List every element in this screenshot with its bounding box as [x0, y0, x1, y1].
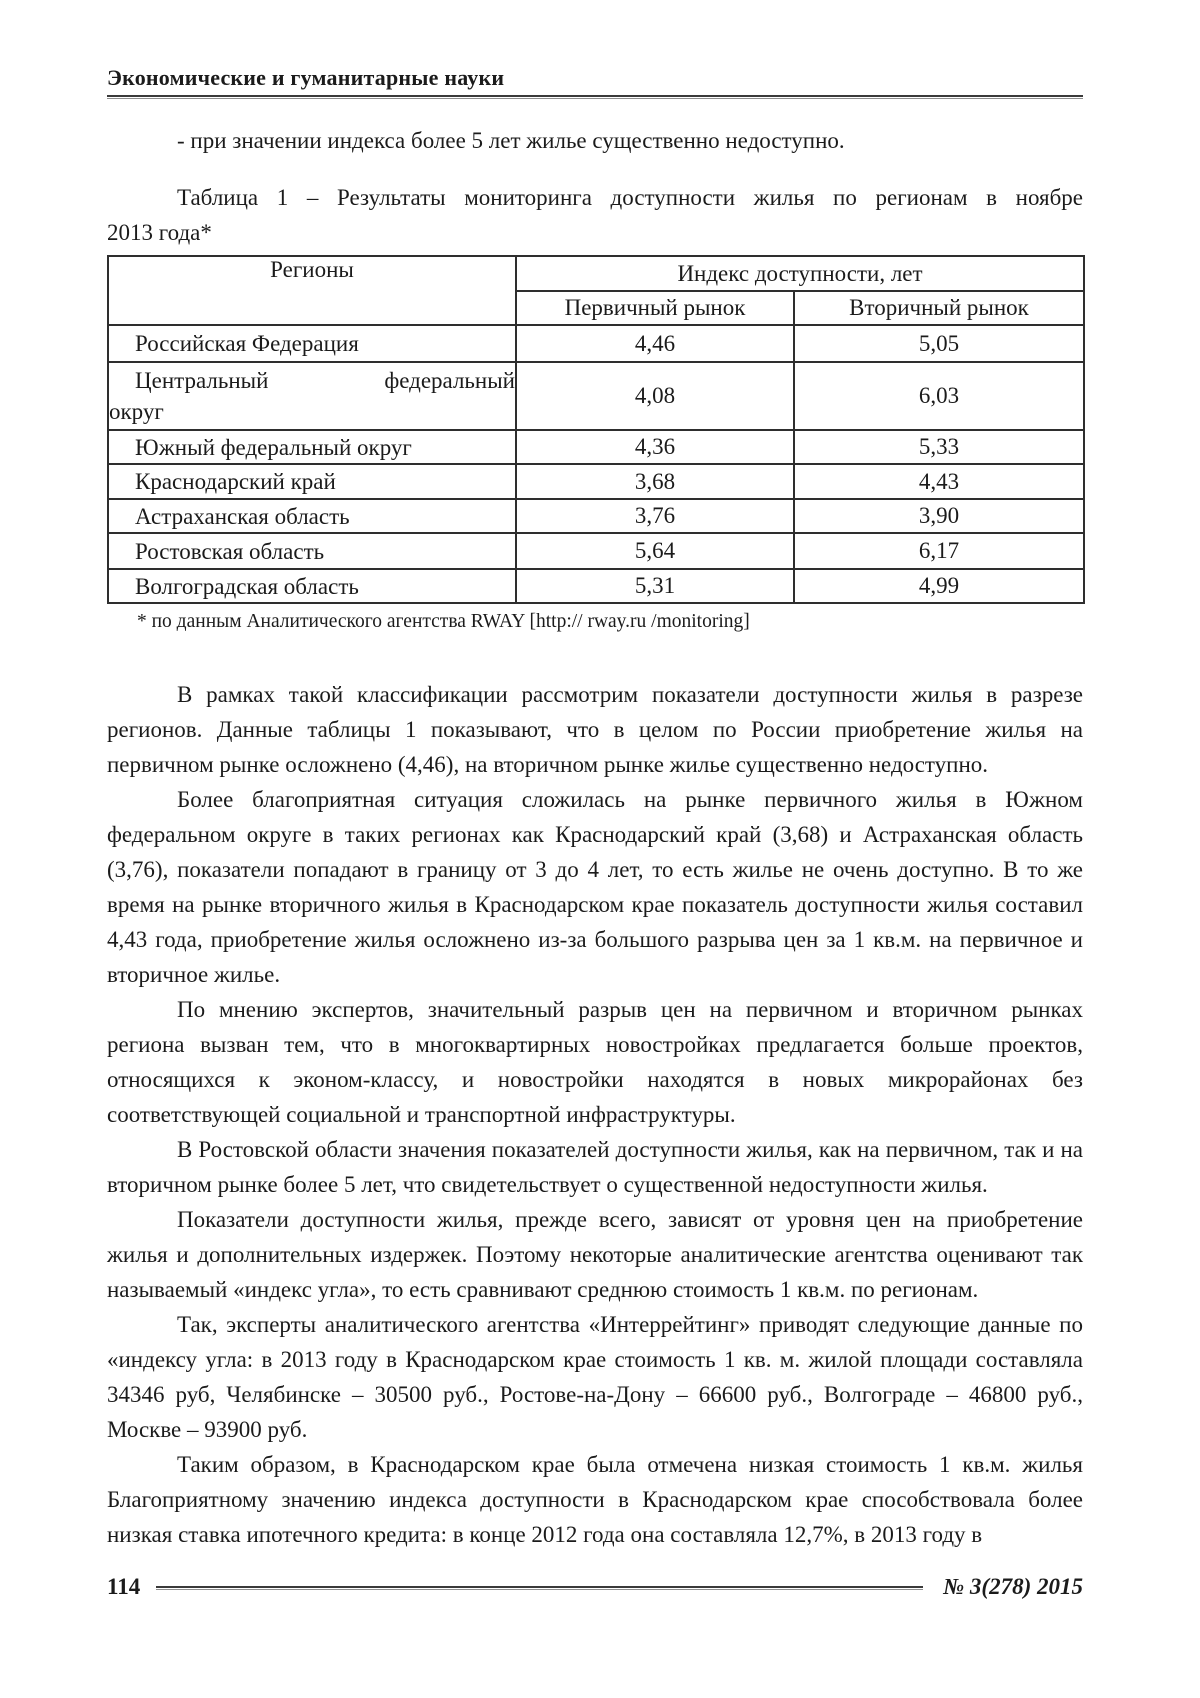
page-footer	[107, 1574, 1083, 1600]
primary-value-cell: 4,36	[516, 430, 794, 464]
primary-value-cell: 5,31	[516, 569, 794, 603]
table-row	[108, 499, 1084, 533]
secondary-value-cell: 4,99	[794, 569, 1084, 603]
table-row	[108, 430, 1084, 464]
body-paragraph: В Ростовской области значения показателей доступности жилья, как на первичном, так и на вторичном рынке более 5 лет, что свидетельствует о существенной недоступности жилья.	[107, 1137, 1083, 1197]
primary-value-cell: 4,46	[516, 325, 794, 362]
table-caption	[107, 180, 1083, 250]
table-header-row	[108, 256, 1084, 291]
table-row	[108, 569, 1084, 603]
secondary-value-cell: 5,33	[794, 430, 1084, 464]
body-paragraph: Таким образом, в Краснодарском крае была отмечена низкая стоимость 1 кв.м. жилья Благоприятному значению индекса доступности в Краснодарском крае способствовала более низкая ставка ипотечного кредита: в конце 2012 года она составляла 12,7%, в 2013 году в	[107, 1452, 1083, 1547]
table-footnote: * по данным Аналитического агентства RWAY [http:// rway.ru /monitoring]	[137, 611, 750, 632]
body-paragraph: Так, эксперты аналитического агентства «Интеррейтинг» приводят следующие данные по «индексу угла: в 2013 году в Краснодарском крае стоимость 1 кв. м. жилой площади составляла 34346 руб, Челябинске – 30500 руб., Ростове-на-Дону – 66600 руб., Волгограде – 46800 руб., Москве – 93900 руб.	[107, 1312, 1083, 1442]
region-cell: Ростовская область	[108, 533, 516, 569]
region-cell: Центральный федеральный округ	[108, 362, 516, 430]
journal-header-title: Экономические и гуманитарные науки	[107, 65, 505, 90]
header-rule	[107, 95, 1083, 99]
primary-value-cell: 3,76	[516, 499, 794, 533]
primary-value-cell: 4,08	[516, 362, 794, 430]
table-row	[108, 533, 1084, 569]
body-paragraph: Показатели доступности жилья, прежде всего, зависят от уровня цен на приобретение жилья и дополнительных издержек. Поэтому некоторые аналитические агентства оценивают так называемый «индекс угла», то есть сравнивают среднюю стоимость 1 кв.м. по регионам.	[107, 1207, 1083, 1302]
table-row	[108, 464, 1084, 499]
table-row	[108, 325, 1084, 362]
index-column-header: Индекс доступности, лет	[516, 256, 1084, 291]
region-cell: Южный федеральный округ	[108, 430, 516, 464]
regions-column-header: Регионы	[108, 256, 516, 325]
secondary-value-cell: 6,17	[794, 533, 1084, 569]
body-paragraph: По мнению экспертов, значительный разрыв цен на первичном и вторичном рынках региона вызван тем, что в многоквартирных новостройках предлагается больше проектов, относящихся к эконом-классу, и новостройки находятся в новых микрорайонах без соответствующей социальной и транспортной инфраструктуры.	[107, 997, 1083, 1127]
primary-market-subheader: Первичный рынок	[516, 291, 794, 325]
primary-value-cell: 5,64	[516, 533, 794, 569]
footer-rule	[156, 1586, 923, 1590]
body-paragraph: Более благоприятная ситуация сложилась на рынке первичного жилья в Южном федеральном округе в таких регионах как Краснодарский край (3,68) и Астраханская область (3,76), показатели попадают в границу от 3 до 4 лет, то есть жилье не очень доступно. В то же время на рынке вторичного жилья в Краснодарском крае показатель доступности жилья составил 4,43 года, приобретение жилья осложнено из-за большого разрыва цен за 1 кв.м. на первичное и вторичное жилье.	[107, 787, 1083, 987]
table-row	[108, 362, 1084, 430]
region-cell: Астраханская область	[108, 499, 516, 533]
table-caption-line1: Таблица 1 – Результаты мониторинга доступности жилья по регионам в ноябре	[177, 185, 1083, 210]
article-body	[107, 677, 1083, 1552]
region-cell: Краснодарский край	[108, 464, 516, 499]
table-caption-line2: 2013 года*	[107, 220, 212, 245]
body-paragraph: В рамках такой классификации рассмотрим показатели доступности жилья в разрезе регионов. Данные таблицы 1 показывают, что в целом по России приобретение жилья на первичном рынке осложнено (4,46), на вторичном рынке жилье существенно недоступно.	[107, 682, 1083, 777]
intro-line: - при значении индекса более 5 лет жилье существенно недоступно.	[177, 128, 845, 153]
secondary-value-cell: 4,43	[794, 464, 1084, 499]
document-page	[107, 64, 1083, 1600]
primary-value-cell: 3,68	[516, 464, 794, 499]
region-cell: Российская Федерация	[108, 325, 516, 362]
journal-header	[107, 64, 1083, 99]
region-cell: Волгоградская область	[108, 569, 516, 603]
secondary-value-cell: 5,05	[794, 325, 1084, 362]
secondary-value-cell: 3,90	[794, 499, 1084, 533]
secondary-market-subheader: Вторичный рынок	[794, 291, 1084, 325]
page-number: 114	[107, 1574, 141, 1599]
issue-label: № 3(278) 2015	[943, 1574, 1083, 1599]
housing-availability-table	[107, 255, 1085, 604]
secondary-value-cell: 6,03	[794, 362, 1084, 430]
